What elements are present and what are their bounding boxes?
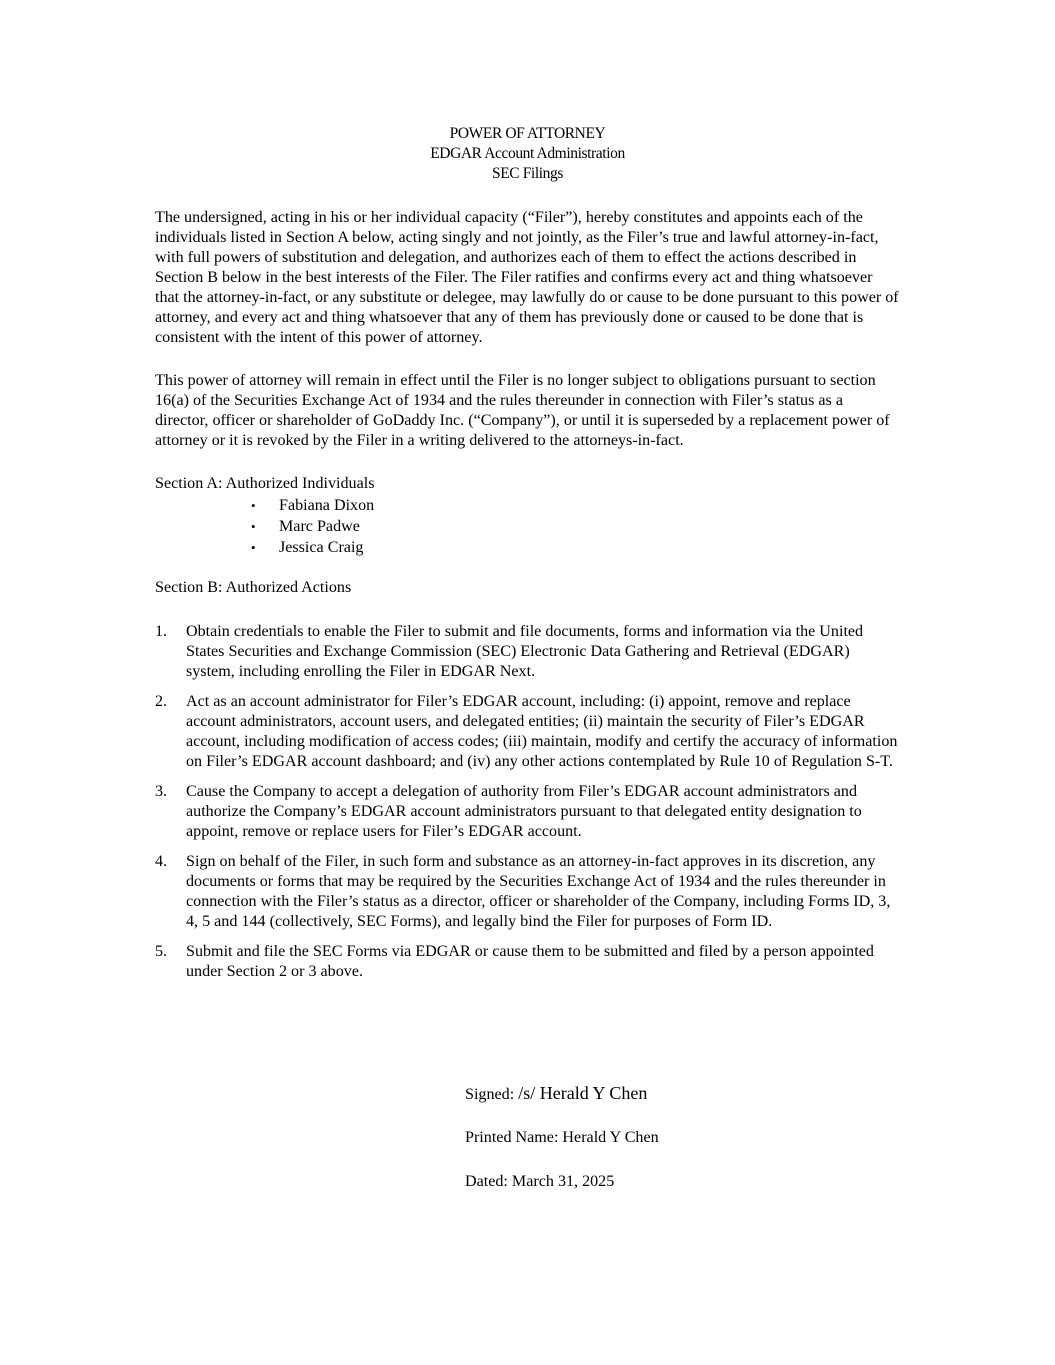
list-item — [249, 537, 374, 558]
item-number: 5. — [155, 943, 168, 960]
bullet-icon: • — [251, 540, 256, 555]
list-item — [155, 782, 900, 842]
document-header — [0, 124, 1055, 184]
document-subtitle: EDGAR Account Administration — [430, 145, 625, 162]
list-item — [155, 622, 900, 682]
item-number: 1. — [155, 623, 168, 640]
item-number: 4. — [155, 853, 168, 870]
signature-date: Dated: March 31, 2025 — [465, 1173, 615, 1190]
document-title: POWER OF ATTORNEY — [449, 125, 606, 142]
item-text: Submit and file the SEC Forms via EDGAR or cause them to be submitted and filed by a person appointed under Section 2 or 3 above. — [186, 943, 874, 980]
signed-label: Signed: — [465, 1086, 515, 1103]
section-a-title: Section A: Authorized Individuals — [155, 475, 375, 492]
authorized-individuals-list — [249, 495, 374, 558]
item-number: 3. — [155, 783, 168, 800]
printed-name: Printed Name: Herald Y Chen — [465, 1129, 659, 1146]
individual-name: Jessica Craig — [279, 539, 364, 556]
item-text: Obtain credentials to enable the Filer to submit and file documents, forms and information via the United States Securities and Exchange Commission (SEC) Electronic Data Gathering and Retrieval (EDGAR) system, including enrolling the Filer in EDGAR Next. — [186, 623, 864, 680]
authorized-actions-list — [155, 622, 900, 992]
list-item — [155, 852, 900, 932]
individual-name: Fabiana Dixon — [279, 497, 375, 514]
bullet-icon: • — [251, 498, 256, 513]
intro-paragraph: The undersigned, acting in his or her individual capacity (“Filer”), hereby constitutes and appoints each of the individuals listed in Section A below, acting singly and not jointly, as the Filer’s true and lawful attorney-in-fact, with full powers of substitution and delegation, and authorizes each of them to effect the actions described in Section B below in the best interests of the Filer. The Filer ratifies and confirms every act and thing whatsoever that the attorney-in-fact, or any substitute or delegee, may lawfully do or cause to be done pursuant to this power of attorney, and every act and thing whatsoever that any of them has previously done or caused to be done that is consistent with the intent of this power of attorney. — [155, 209, 899, 346]
bullet-icon: • — [251, 519, 256, 534]
document-subtitle-2: SEC Filings — [492, 165, 563, 182]
list-item — [155, 942, 900, 982]
duration-paragraph: This power of attorney will remain in effect until the Filer is no longer subject to obligations pursuant to section 16(a) of the Securities Exchange Act of 1934 and the rules thereunder in connection with Filer’s status as a director, officer or shareholder of GoDaddy Inc. (“Company”), or until it is superseded by a replacement power of attorney or it is revoked by the Filer in a writing delivered to the attorneys-in-fact. — [155, 372, 890, 449]
list-item — [155, 692, 900, 772]
signature-value: /s/ Herald Y Chen — [518, 1083, 648, 1103]
item-text: Act as an account administrator for Filer’s EDGAR account, including: (i) appoint, remove and replace account administrators, account users, and delegated entities; (ii) maintain the security of Filer’s EDGAR account, including modification of access codes; (iii) maintain, modify and certify the accuracy of information on Filer’s EDGAR account dashboard; and (iv) any other actions contemplated by Rule 10 of Regulation S-T. — [186, 693, 898, 770]
list-item — [249, 516, 374, 537]
item-text: Cause the Company to accept a delegation of authority from Filer’s EDGAR account administrators and authorize the Company’s EDGAR account administrators pursuant to that delegated entity designation to appoint, remove or replace users for Filer’s EDGAR account. — [186, 783, 862, 840]
item-text: Sign on behalf of the Filer, in such form and substance as an attorney-in-fact approves in its discretion, any documents or forms that may be required by the Securities Exchange Act of 1934 and the rules thereunder in connection with the Filer’s status as a director, officer or shareholder of the Company, including Forms ID, 3, 4, 5 and 144 (collectively, SEC Forms), and legally bind the Filer for purposes of Form ID. — [186, 853, 891, 930]
item-number: 2. — [155, 693, 168, 710]
signature-line — [465, 1083, 647, 1105]
list-item — [249, 495, 374, 516]
section-b-title: Section B: Authorized Actions — [155, 579, 352, 596]
individual-name: Marc Padwe — [279, 518, 360, 535]
